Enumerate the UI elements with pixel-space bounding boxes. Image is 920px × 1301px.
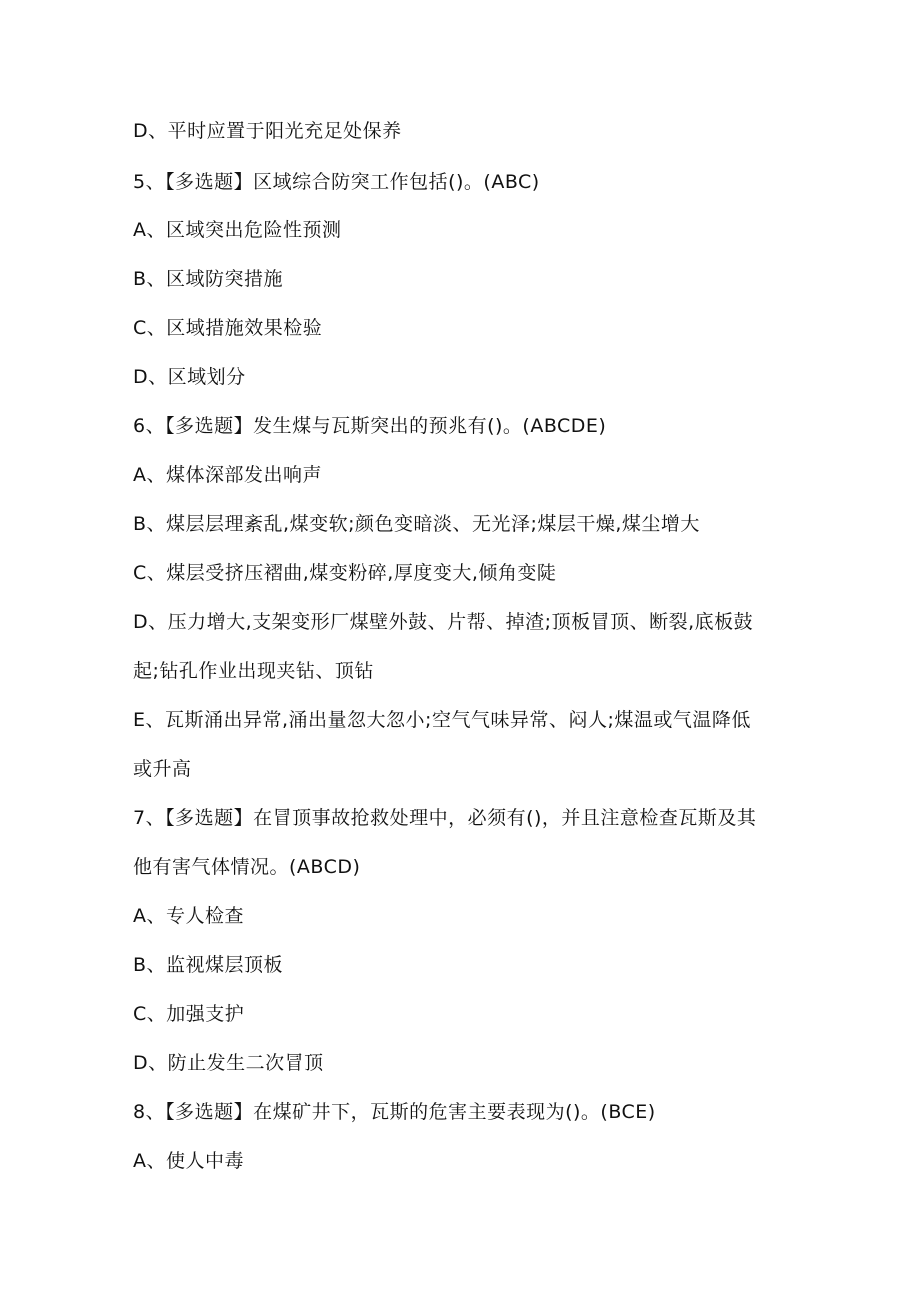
q5-question: 5、【多选题】区域综合防突工作包括()。(ABC) <box>133 171 540 193</box>
q6-option-b: B、煤层层理紊乱,煤变软;颜色变暗淡、无光泽;煤层干燥,煤尘增大 <box>133 513 700 535</box>
q7-question: 7、【多选题】在冒顶事故抢救处理中，必须有()，并且注意检查瓦斯及其 <box>133 807 757 829</box>
q7-option-a: A、专人检查 <box>133 905 244 927</box>
q6-option-c: C、煤层受挤压褶曲,煤变粉碎,厚度变大,倾角变陡 <box>133 562 557 584</box>
q6-option-e: E、瓦斯涌出异常,涌出量忽大忽小;空气气味异常、闷人;煤温或气温降低 <box>133 709 751 731</box>
q5-option-d: D、区域划分 <box>133 366 246 388</box>
q5-option-a: A、区域突出危险性预测 <box>133 219 342 241</box>
q8-question: 8、【多选题】在煤矿井下，瓦斯的危害主要表现为()。(BCE) <box>133 1101 656 1123</box>
q6-option-e-cont: 或升高 <box>133 758 192 780</box>
q6-option-d: D、压力增大,支架变形厂煤壁外鼓、片帮、掉渣;顶板冒顶、断裂,底板鼓 <box>133 611 754 633</box>
q4-option-d: D、平时应置于阳光充足处保养 <box>133 120 402 142</box>
q7-option-c: C、加强支护 <box>133 1003 245 1025</box>
q5-option-b: B、区域防突措施 <box>133 268 284 290</box>
q7-option-b: B、监视煤层顶板 <box>133 954 284 976</box>
q6-option-d-cont: 起;钻孔作业出现夹钻、顶钻 <box>133 660 374 682</box>
q6-option-a: A、煤体深部发出响声 <box>133 464 322 486</box>
q6-question: 6、【多选题】发生煤与瓦斯突出的预兆有()。(ABCDE) <box>133 415 607 437</box>
q8-option-a: A、使人中毒 <box>133 1150 244 1172</box>
q7-question-cont: 他有害气体情况。(ABCD) <box>133 856 361 878</box>
q5-option-c: C、区域措施效果检验 <box>133 317 323 339</box>
q7-option-d: D、防止发生二次冒顶 <box>133 1052 324 1074</box>
